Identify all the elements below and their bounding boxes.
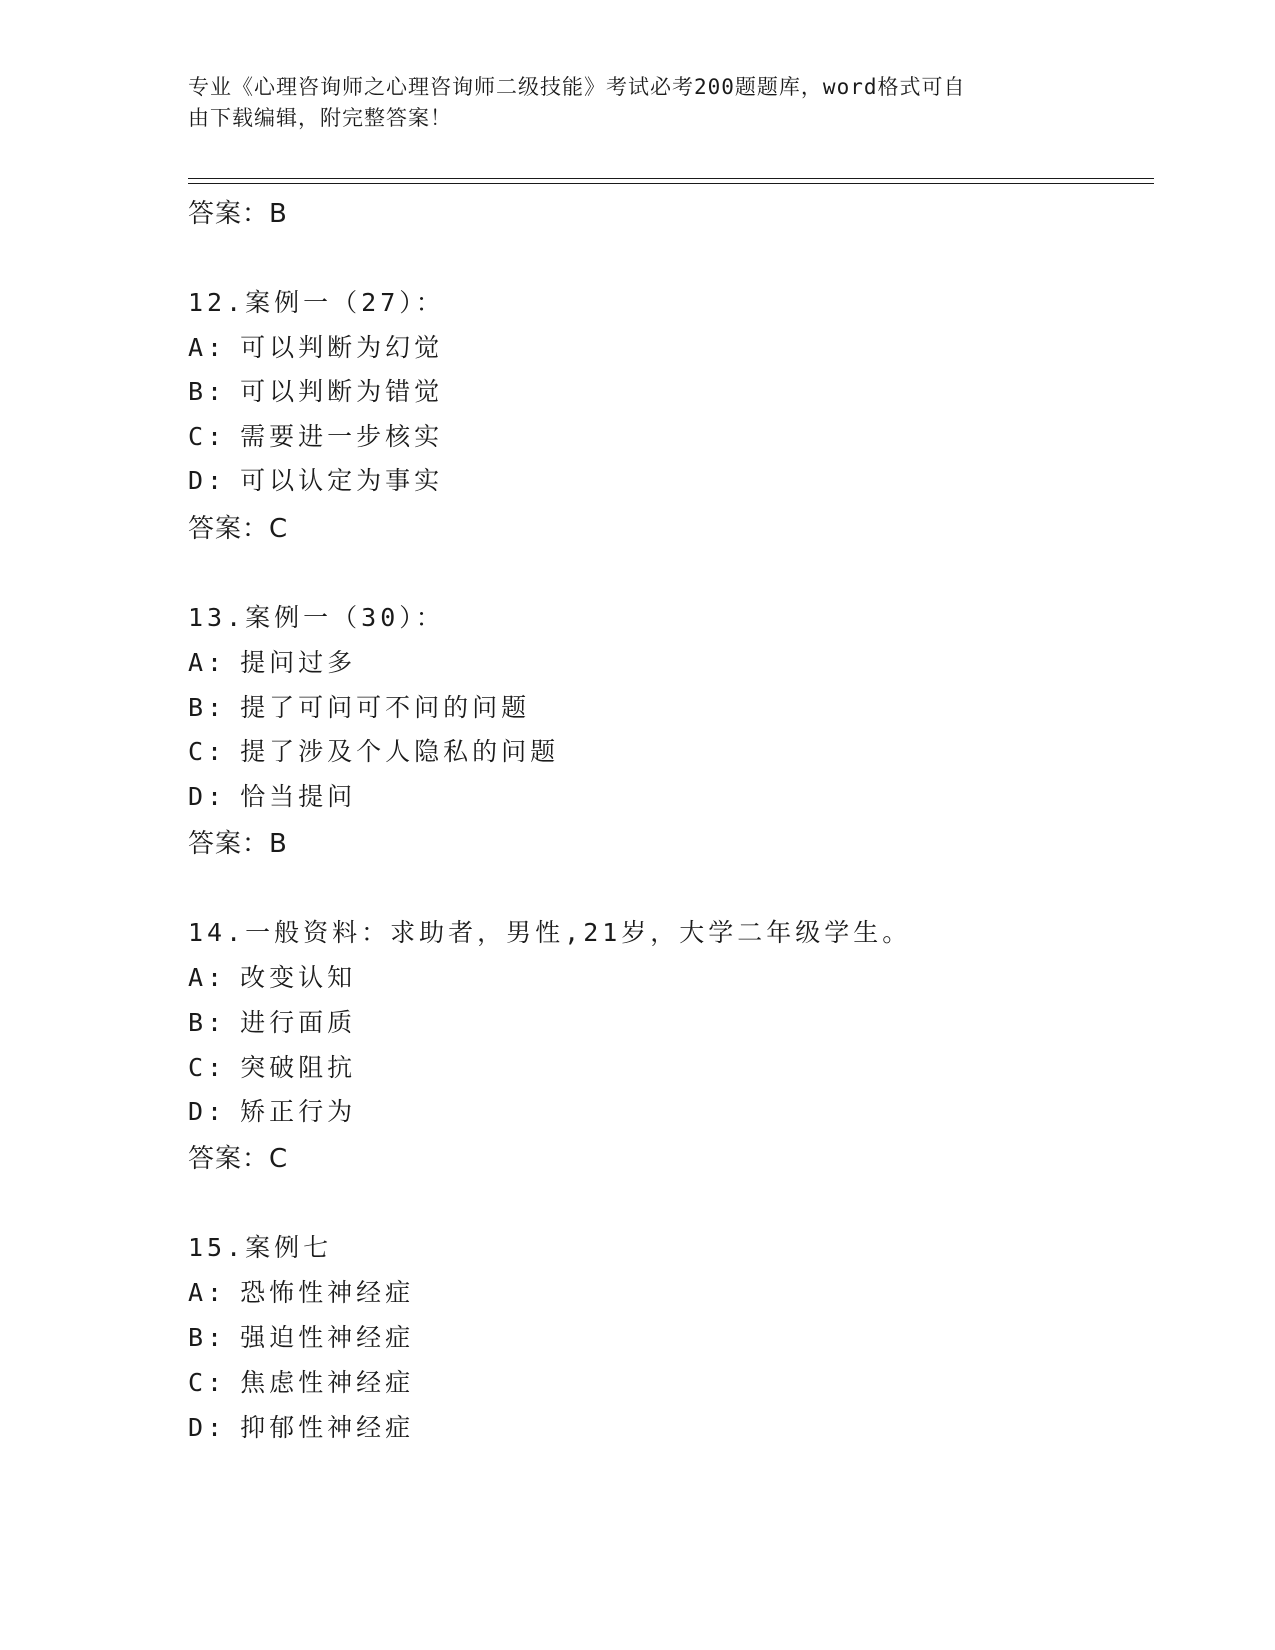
- answer-line: [188, 193, 288, 230]
- option-text: 提了可问可不问的问题: [240, 693, 531, 722]
- option-b: [188, 688, 530, 724]
- option-letter: C:: [188, 1368, 227, 1397]
- option-letter: B:: [188, 377, 227, 406]
- option-letter: B:: [188, 1323, 227, 1352]
- answer-line: [188, 508, 288, 545]
- option-text: 焦虑性神经症: [240, 1368, 415, 1397]
- option-b: [188, 372, 443, 408]
- answer-value: B: [269, 829, 288, 859]
- question-stem: 14.一般资料：求助者，男性,21岁，大学二年级学生。: [188, 918, 912, 947]
- answer-label: 答案：: [188, 829, 270, 859]
- option-text: 可以判断为错觉: [240, 377, 444, 406]
- answer-value: C: [269, 514, 289, 544]
- option-text: 恐怖性神经症: [240, 1278, 415, 1307]
- option-text: 抑郁性神经症: [240, 1413, 415, 1442]
- option-text: 强迫性神经症: [240, 1323, 415, 1352]
- header-line-1: 专业《心理咨询师之心理咨询师二级技能》考试必考200题题库，word格式可自: [188, 75, 966, 99]
- answer-label: 答案：: [188, 199, 270, 229]
- question-stem: 13.案例一（30）：: [188, 603, 445, 632]
- header-divider-top: [188, 178, 1154, 179]
- option-letter: D:: [188, 466, 227, 495]
- option-letter: A:: [188, 963, 227, 992]
- answer-value: B: [269, 199, 288, 229]
- option-letter: B:: [188, 1008, 227, 1037]
- option-a: [188, 958, 356, 994]
- option-b: [188, 1318, 414, 1354]
- option-letter: C:: [188, 1053, 227, 1082]
- option-b: [188, 1003, 356, 1039]
- option-c: [188, 732, 559, 768]
- option-a: [188, 643, 356, 679]
- option-a: [188, 328, 443, 364]
- option-letter: A:: [188, 1278, 227, 1307]
- option-letter: D:: [188, 782, 227, 811]
- header-divider-bottom: [188, 183, 1154, 184]
- option-text: 可以认定为事实: [240, 466, 444, 495]
- option-d: [188, 1092, 356, 1128]
- option-letter: B:: [188, 693, 227, 722]
- option-letter: A:: [188, 333, 227, 362]
- option-d: [188, 777, 356, 813]
- option-a: [188, 1273, 414, 1309]
- option-d: [188, 1408, 414, 1444]
- answer-label: 答案：: [188, 514, 270, 544]
- option-c: [188, 417, 443, 453]
- option-text: 提了涉及个人隐私的问题: [240, 737, 560, 766]
- option-letter: D:: [188, 1097, 227, 1126]
- option-text: 提问过多: [240, 648, 357, 677]
- answer-line: [188, 823, 288, 860]
- option-text: 进行面质: [240, 1008, 357, 1037]
- option-letter: A:: [188, 648, 227, 677]
- question-stem: 12.案例一（27）：: [188, 288, 445, 317]
- option-letter: C:: [188, 422, 227, 451]
- option-d: [188, 461, 443, 497]
- option-text: 恰当提问: [240, 782, 357, 811]
- option-text: 改变认知: [240, 963, 357, 992]
- option-letter: D:: [188, 1413, 227, 1442]
- option-c: [188, 1048, 356, 1084]
- option-c: [188, 1363, 414, 1399]
- header-line-2: 由下载编辑，附完整答案！: [188, 106, 452, 130]
- document-header: [188, 72, 1088, 134]
- question-stem: 15.案例七: [188, 1233, 333, 1262]
- answer-label: 答案：: [188, 1144, 270, 1174]
- option-text: 突破阻抗: [240, 1053, 357, 1082]
- answer-line: [188, 1138, 288, 1175]
- option-letter: C:: [188, 737, 227, 766]
- option-text: 可以判断为幻觉: [240, 333, 444, 362]
- option-text: 需要进一步核实: [240, 422, 444, 451]
- option-text: 矫正行为: [240, 1097, 357, 1126]
- answer-value: C: [269, 1144, 289, 1174]
